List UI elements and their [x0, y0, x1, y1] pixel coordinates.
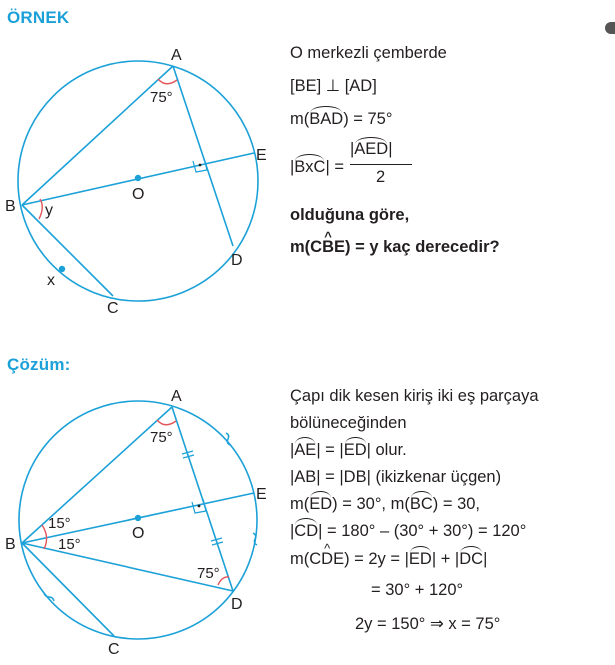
sol-angle-arc-B [42, 525, 47, 549]
sol-angle-A-label: 75° [150, 429, 173, 446]
arc-ED-3: ED [408, 550, 432, 568]
label-B: B [5, 198, 16, 215]
solution-line-5: m(ED) = 30°, m(BC) = 30, [290, 495, 481, 513]
arc-AED: AED [354, 140, 389, 158]
label-C: C [107, 300, 119, 317]
sol-angle-B-lower-label: 15° [58, 536, 81, 553]
example-line-2: [BE] ⊥ [AD] [290, 77, 377, 95]
label-O: O [132, 186, 145, 203]
point-O [135, 175, 141, 181]
angle-arc-A [158, 79, 177, 84]
solution-line-8: = 30° + 120° [371, 581, 464, 599]
arc-ED: ED [343, 441, 367, 459]
example-line-3: m(BAD) = 75° [290, 110, 393, 128]
solution-line-3: |AE| = |ED| olur. [290, 441, 407, 459]
corner-tab [605, 22, 615, 34]
arc-AE: AE [294, 441, 317, 459]
chord-AD [173, 66, 233, 246]
example-figure [0, 0, 290, 320]
solution-line-1: Çapı dik kesen kiriş iki eş parçaya [290, 387, 539, 405]
arc-ED-2: ED [309, 495, 333, 513]
chord-BA [22, 66, 173, 205]
solution-line-4: |AB| = |DB| (ikizkenar üçgen) [290, 468, 502, 486]
example-heading: ÖRNEK [7, 8, 70, 27]
arc-CD: CD [294, 522, 319, 540]
label-angle-A: 75° [150, 89, 173, 106]
sol-label-A: A [171, 388, 182, 405]
point-x [59, 266, 65, 272]
sol-label-O: O [132, 525, 145, 542]
sol-label-B: B [5, 536, 16, 553]
sol-angle-arc-A [157, 420, 176, 425]
example-line-1: O merkezli çemberde [290, 44, 447, 62]
sol-angle-B-upper-label: 15° [48, 515, 71, 532]
sol-label-C: C [108, 641, 120, 658]
label-D: D [231, 252, 243, 269]
arc-BC: BC [409, 495, 433, 513]
angle-hat-D: ^ D [321, 549, 333, 569]
example-question: m(C^ BE) = y kaç derecedir? [290, 237, 500, 257]
solution-line-2: bölüneceğinden [290, 414, 407, 432]
label-y: y [45, 202, 53, 219]
solution-answer: 2y = 150° ⇒ x = 75° [355, 615, 501, 633]
solution-line-6: |CD| = 180° – (30° + 30°) = 120° [290, 522, 527, 540]
example-line-5: olduğuna göre, [290, 206, 410, 224]
sol-right-angle-dot [198, 505, 201, 508]
solution-figure [0, 365, 290, 665]
arc-BAD: BAD [309, 110, 344, 128]
arc-DC: DC [459, 550, 484, 568]
example-line-4-lhs: |BxC| = [290, 158, 344, 176]
arc-BxC: BxC [294, 158, 326, 176]
solution-heading: Çözüm: [7, 355, 71, 374]
label-A: A [171, 47, 182, 64]
chord-BC [22, 205, 113, 296]
example-fraction [350, 140, 420, 196]
angle-hat-B: ^ B [322, 237, 334, 257]
sol-point-O [135, 515, 141, 521]
label-x: x [47, 272, 55, 289]
sol-label-E: E [256, 486, 267, 503]
fraction-numerator: |AED| [350, 140, 393, 158]
label-E: E [256, 147, 267, 164]
fraction-denominator: 2 [376, 168, 386, 186]
sol-angle-D-label: 75° [197, 565, 220, 582]
sol-label-D: D [231, 596, 243, 613]
sol-chord-BC [22, 543, 114, 636]
right-angle-dot [199, 164, 202, 167]
solution-line-7: m(C^ DE) = 2y = |ED| + |DC| [290, 549, 487, 569]
fraction-bar [350, 164, 412, 165]
sol-chord-BA [22, 407, 172, 543]
angle-arc-B [39, 199, 42, 219]
